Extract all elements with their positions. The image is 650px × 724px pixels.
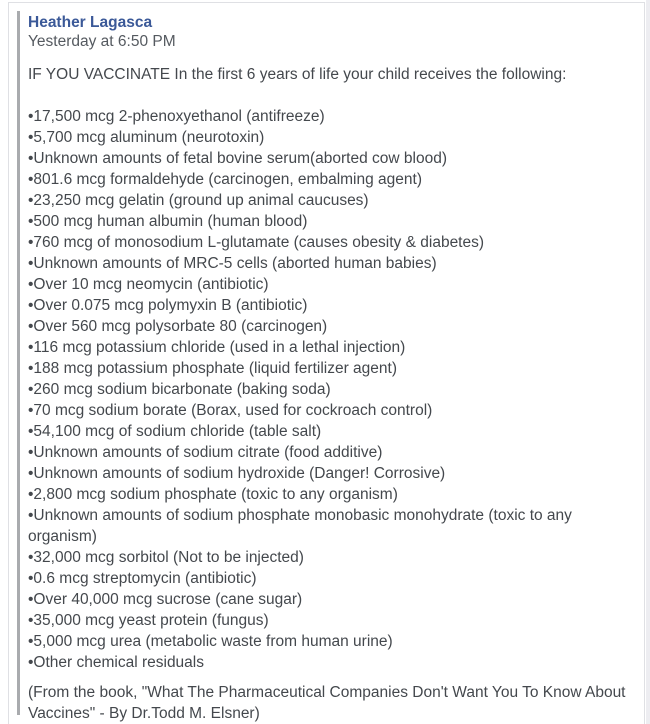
right-edge-strip xyxy=(646,0,650,724)
ingredient-line: •23,250 mcg gelatin (ground up animal caucuses) xyxy=(28,192,369,209)
ingredient-line: •Unknown amounts of fetal bovine serum(aborted cow blood) xyxy=(28,150,447,167)
citation-line: (From the book, "What The Pharmaceutical Companies Don't Want You To Know About xyxy=(28,684,626,701)
ingredient-line: •760 mcg of monosodium L-glutamate (causes obesity & diabetes) xyxy=(28,234,485,251)
ingredient-line: •54,100 mcg of sodium chloride (table salt) xyxy=(28,423,322,440)
ingredient-line: •Unknown amounts of sodium hydroxide (Danger! Corrosive) xyxy=(28,465,446,482)
ingredient-line: •Other chemical residuals xyxy=(28,654,204,671)
ingredient-line: •Over 40,000 mcg sucrose (cane sugar) xyxy=(28,591,303,608)
ingredient-line: •Unknown amounts of MRC-5 cells (aborted human babies) xyxy=(28,255,437,272)
post-content xyxy=(28,13,638,724)
ingredient-line: •Over 10 mcg neomycin (antibiotic) xyxy=(28,276,269,293)
ingredient-line: •Over 560 mcg polysorbate 80 (carcinogen) xyxy=(28,318,328,335)
ingredient-list xyxy=(28,106,638,673)
intro-text: IF YOU VACCINATE In the first 6 years of life your child receives the following: xyxy=(28,66,567,83)
ingredient-line: •35,000 mcg yeast protein (fungus) xyxy=(28,612,269,629)
ingredient-line: •500 mcg human albumin (human blood) xyxy=(28,213,308,230)
citation xyxy=(28,682,638,724)
ingredient-line: •116 mcg potassium chloride (used in a lethal injection) xyxy=(28,339,406,356)
ingredient-line: •188 mcg potassium phosphate (liquid fertilizer agent) xyxy=(28,360,398,377)
ingredient-line: •32,000 mcg sorbitol (Not to be injected) xyxy=(28,549,304,566)
citation-line: Vaccines" - By Dr.Todd M. Elsner) xyxy=(28,705,260,722)
ingredient-line: •70 mcg sodium borate (Borax, used for cockroach control) xyxy=(28,402,433,419)
quote-bar xyxy=(17,11,20,715)
ingredient-line: •801.6 mcg formaldehyde (carcinogen, embalming agent) xyxy=(28,171,423,188)
author-link[interactable]: Heather Lagasca xyxy=(28,14,153,31)
ingredient-line: •17,500 mcg 2-phenoxyethanol (antifreeze) xyxy=(28,108,325,125)
ingredient-line: •Unknown amounts of sodium citrate (food additive) xyxy=(28,444,383,461)
ingredient-line: •0.6 mcg streptomycin (antibiotic) xyxy=(28,570,257,587)
ingredient-line: •2,800 mcg sodium phosphate (toxic to any organism) xyxy=(28,486,398,503)
timestamp: Yesterday at 6:50 PM xyxy=(28,33,176,50)
ingredient-line: •5,700 mcg aluminum (neurotoxin) xyxy=(28,129,265,146)
ingredient-line: •5,000 mcg urea (metabolic waste from human urine) xyxy=(28,633,393,650)
ingredient-line: organism) xyxy=(28,528,97,545)
ingredient-line: •Unknown amounts of sodium phosphate monobasic monohydrate (toxic to any xyxy=(28,507,572,524)
ingredient-line: •260 mcg sodium bicarbonate (baking soda) xyxy=(28,381,331,398)
ingredient-line: •Over 0.075 mcg polymyxin B (antibiotic) xyxy=(28,297,308,314)
post-container xyxy=(8,2,645,724)
